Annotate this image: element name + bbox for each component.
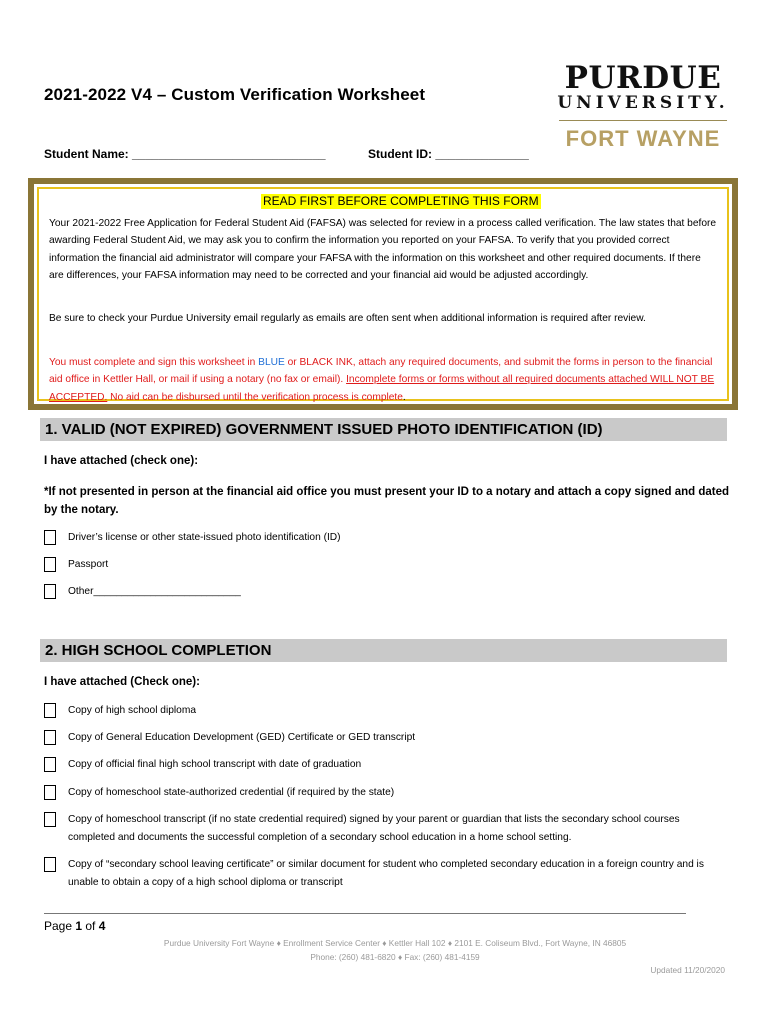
section-1-header: 1. VALID (NOT EXPIRED) GOVERNMENT ISSUED PHOTO IDENTIFICATION (ID) — [40, 418, 727, 441]
notice-heading: READ FIRST BEFORE COMPLETING THIS FORM — [263, 194, 539, 208]
section-2-header: 2. HIGH SCHOOL COMPLETION — [40, 639, 727, 662]
logo-rule — [559, 120, 727, 121]
checkbox[interactable] — [44, 812, 56, 827]
page-prefix: Page — [44, 919, 76, 933]
option-label: Passport — [68, 559, 109, 570]
checkbox[interactable] — [44, 557, 56, 572]
student-id-field[interactable]: Student ID: ______________ — [368, 147, 529, 161]
footer-address: Purdue University Fort Wayne ♦ Enrollment Service Center ♦ Kettler Hall 102 ♦ 2101 E. Coliseum Blvd., Fort Wayne, IN 46805 — [163, 938, 627, 948]
option-label: Copy of homeschool state-authorized credential (if required by the state) — [68, 787, 395, 798]
checkbox[interactable] — [44, 584, 56, 599]
notice-paragraph-instructions — [49, 354, 717, 406]
page-title: 2021-2022 V4 – Custom Verification Worksheet — [44, 85, 426, 104]
purdue-fort-wayne-logo — [557, 62, 729, 157]
student-name-field[interactable]: Student Name: _____________________________ — [44, 147, 326, 161]
notice-inner-border — [37, 187, 729, 401]
option-label: Copy of homeschool transcript (if no state credential required) signed by your parent or guardian that lists the secondary school courses completed and documents the successful completion of a secondary school education in a home school setting. — [68, 814, 680, 843]
section-1-notary-note: *If not presented in person at the financial aid office you must present your ID to a notary and attach a copy signed and dated by the notary. — [44, 486, 730, 516]
option-label: Copy of official final high school transcript with date of graduation — [68, 759, 362, 770]
logo-line-university: UNIVERSITY. — [557, 93, 729, 113]
notice-paragraph-verification: Your 2021-2022 Free Application for Federal Student Aid (FAFSA) was selected for review in a process called verification. The law states that before awarding Federal Student Aid, we may ask you to confirm the information you reported on your FAFSA. To verify that you provided correct information the financial aid administrator will compare your FAFSA with the information on this worksheet and other required documents. If there are differences, your FAFSA information may need to be corrected and your financial aid would be adjusted accordingly. — [49, 218, 717, 282]
checkbox[interactable] — [44, 730, 56, 745]
instructions-underlined-warning: Incomplete forms or forms without all required documents attached WILL NOT BE ACCEPTED. — [49, 374, 715, 403]
page-number — [44, 919, 105, 933]
page-of: of — [82, 919, 99, 933]
instructions-black-ink: BLACK INK — [299, 357, 353, 368]
logo-line-fort-wayne: FORT WAYNE — [565, 126, 721, 151]
checkbox[interactable] — [44, 703, 56, 718]
instructions-text-b: , attach any required documents, and submit the forms in person to the financial aid office in Kettler Hall, or mail if using a notary (no fax or email). — [49, 357, 713, 386]
logo-line-purdue: PURDUE — [564, 60, 722, 96]
instructions-text-a: You must complete and sign this worksheet in — [49, 357, 259, 368]
checkbox[interactable] — [44, 857, 56, 872]
option-label: Other__________________________ — [68, 586, 241, 597]
option-label: Copy of high school diploma — [68, 705, 196, 716]
footer-phone: Phone: (260) 481-6820 ♦ Fax: (260) 481-4159 — [310, 952, 480, 962]
instructions-or: or — [284, 357, 300, 368]
option-label: Copy of “secondary school leaving certificate” or similar document for student who completed secondary education in a foreign country and is unable to obtain a copy of a high school diploma or transcript — [68, 859, 704, 888]
footer-updated-date: Updated 11/20/2020 — [650, 965, 725, 975]
instructions-end: . — [402, 391, 406, 403]
instructions-blue-word: BLUE — [258, 357, 285, 368]
option-label: Driver’s license or other state-issued photo identification (ID) — [68, 532, 341, 543]
option-label: Copy of General Education Development (GED) Certificate or GED transcript — [68, 732, 416, 743]
checkbox[interactable] — [44, 757, 56, 772]
instructions-text-c: No aid can be disbursed until the verification process is complete — [107, 391, 403, 403]
page-current: 1 — [75, 919, 83, 933]
notice-paragraph-email: Be sure to check your Purdue University email regularly as emails are often sent when additional information is required after review. — [49, 313, 646, 324]
footer-divider — [44, 913, 686, 914]
notice-box — [28, 178, 738, 410]
checkbox[interactable] — [44, 785, 56, 800]
section-1-attached-label: I have attached (check one): — [44, 455, 199, 467]
checkbox[interactable] — [44, 530, 56, 545]
page-total: 4 — [98, 919, 106, 933]
section-2-attached-label: I have attached (Check one): — [44, 676, 200, 688]
